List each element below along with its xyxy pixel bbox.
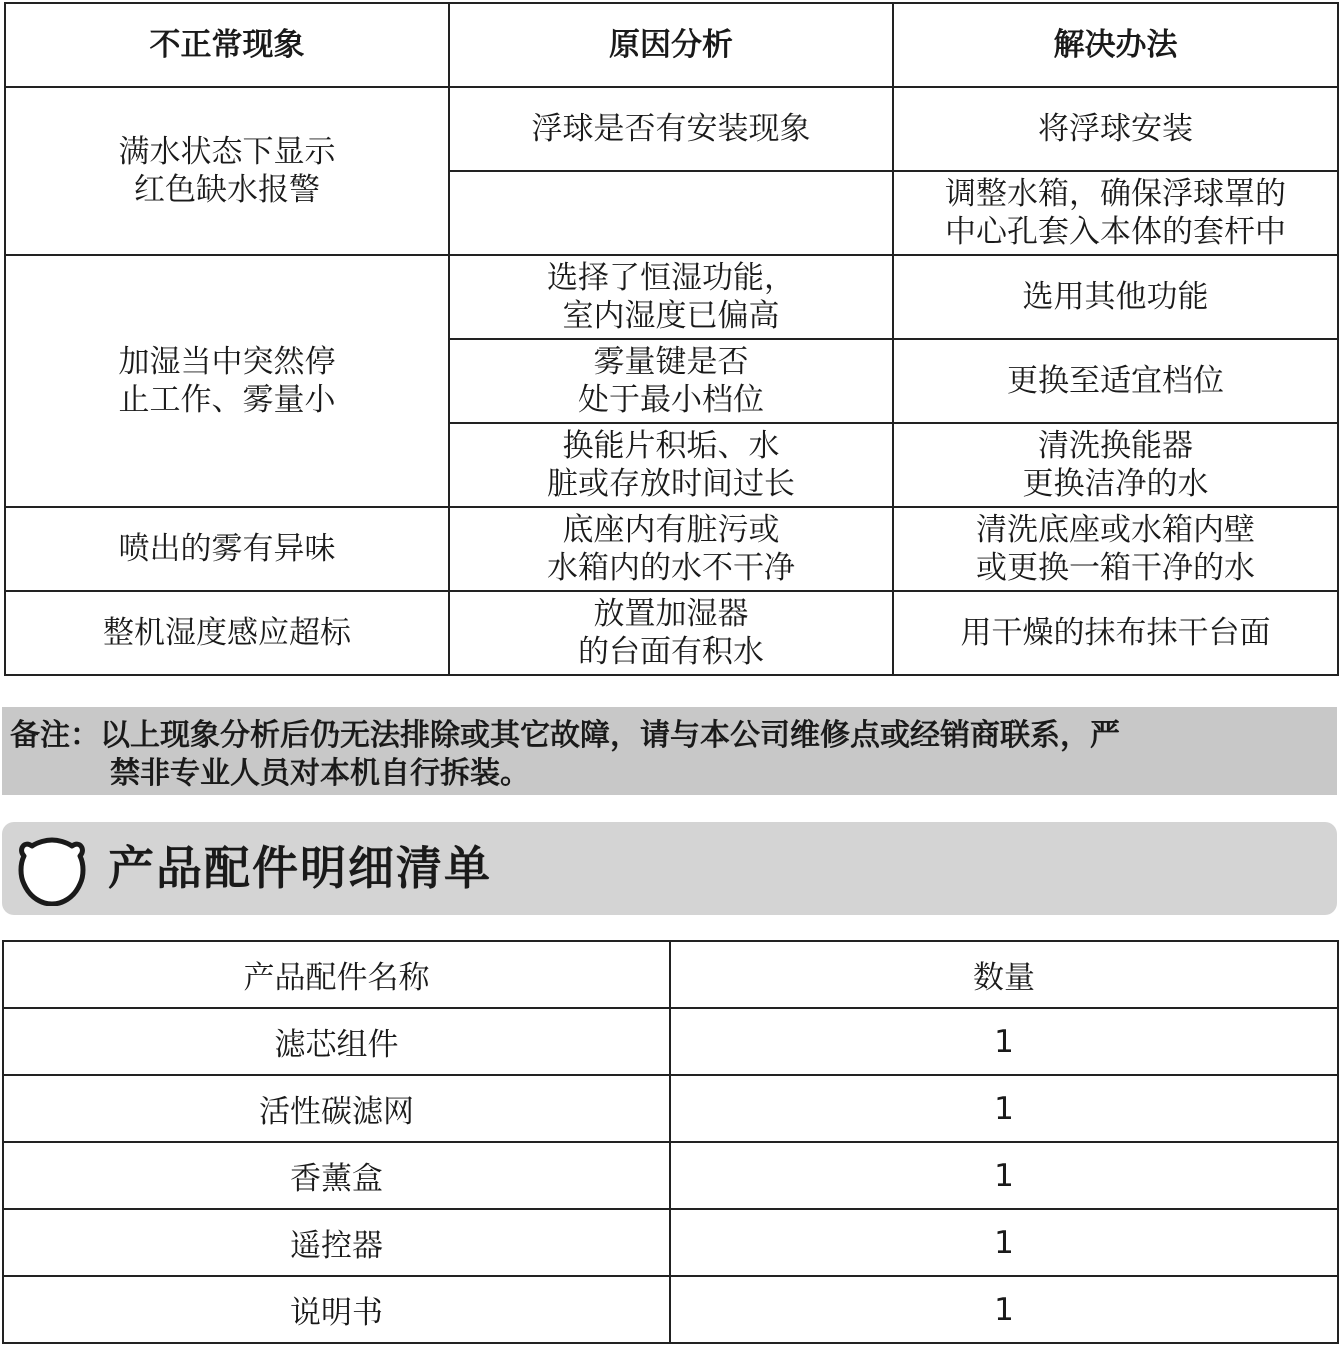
symptom-cell: 加湿当中突然停 止工作、雾量小 [5,255,449,507]
cause-cell: 底座内有脏污或 水箱内的水不干净 [449,507,893,591]
table-row [5,507,1338,591]
troubleshooting-table [4,2,1339,676]
note-line-1: 备注：以上现象分析后仍无法排除或其它故障，请与本公司维修点或经销商联系，严 [10,718,1120,753]
cause-cell: 雾量键是否 处于最小档位 [449,339,893,423]
part-name-cell: 滤芯组件 [3,1008,670,1075]
table-row [5,87,1338,171]
table-row [3,1209,1338,1276]
cause-cell: 浮球是否有安装现象 [449,87,893,171]
note-box [2,707,1337,795]
cause-cell: 放置加湿器 的台面有积水 [449,591,893,675]
solution-cell: 清洗换能器 更换洁净的水 [893,423,1338,507]
solution-cell: 更换至适宜档位 [893,339,1338,423]
part-name-cell: 遥控器 [3,1209,670,1276]
table-row [3,1276,1338,1343]
parts-table [2,940,1339,1344]
part-qty-cell: 1 [670,1142,1338,1209]
solution-cell: 用干燥的抹布抹干台面 [893,591,1338,675]
bear-face-icon [18,832,86,906]
table-row [3,1008,1338,1075]
solution-cell: 调整水箱，确保浮球罩的 中心孔套入本体的套杆中 [893,171,1338,255]
part-qty-cell: 1 [670,1008,1338,1075]
section-header [2,822,1337,915]
part-name-cell: 香薰盒 [3,1142,670,1209]
solution-cell: 将浮球安装 [893,87,1338,171]
part-name-cell: 说明书 [3,1276,670,1343]
header-symptom: 不正常现象 [5,3,449,87]
cause-cell [449,171,893,255]
solution-cell: 清洗底座或水箱内壁 或更换一箱干净的水 [893,507,1338,591]
cause-cell: 选择了恒湿功能， 室内湿度已偏高 [449,255,893,339]
symptom-cell: 满水状态下显示 红色缺水报警 [5,87,449,255]
section-title: 产品配件明细清单 [108,841,492,895]
symptom-cell: 喷出的雾有异味 [5,507,449,591]
header-quantity: 数量 [670,941,1338,1008]
part-qty-cell: 1 [670,1209,1338,1276]
cause-cell: 换能片积垢、水 脏或存放时间过长 [449,423,893,507]
header-cause: 原因分析 [449,3,893,87]
solution-cell: 选用其他功能 [893,255,1338,339]
table-row [5,255,1338,339]
table-row [3,1142,1338,1209]
part-qty-cell: 1 [670,1075,1338,1142]
table-row [5,591,1338,675]
part-qty-cell: 1 [670,1276,1338,1343]
header-part-name: 产品配件名称 [3,941,670,1008]
symptom-cell: 整机湿度感应超标 [5,591,449,675]
table-row [3,1075,1338,1142]
note-line-2: 禁非专业人员对本机自行拆装。 [110,756,530,791]
header-solution: 解决办法 [893,3,1338,87]
part-name-cell: 活性碳滤网 [3,1075,670,1142]
